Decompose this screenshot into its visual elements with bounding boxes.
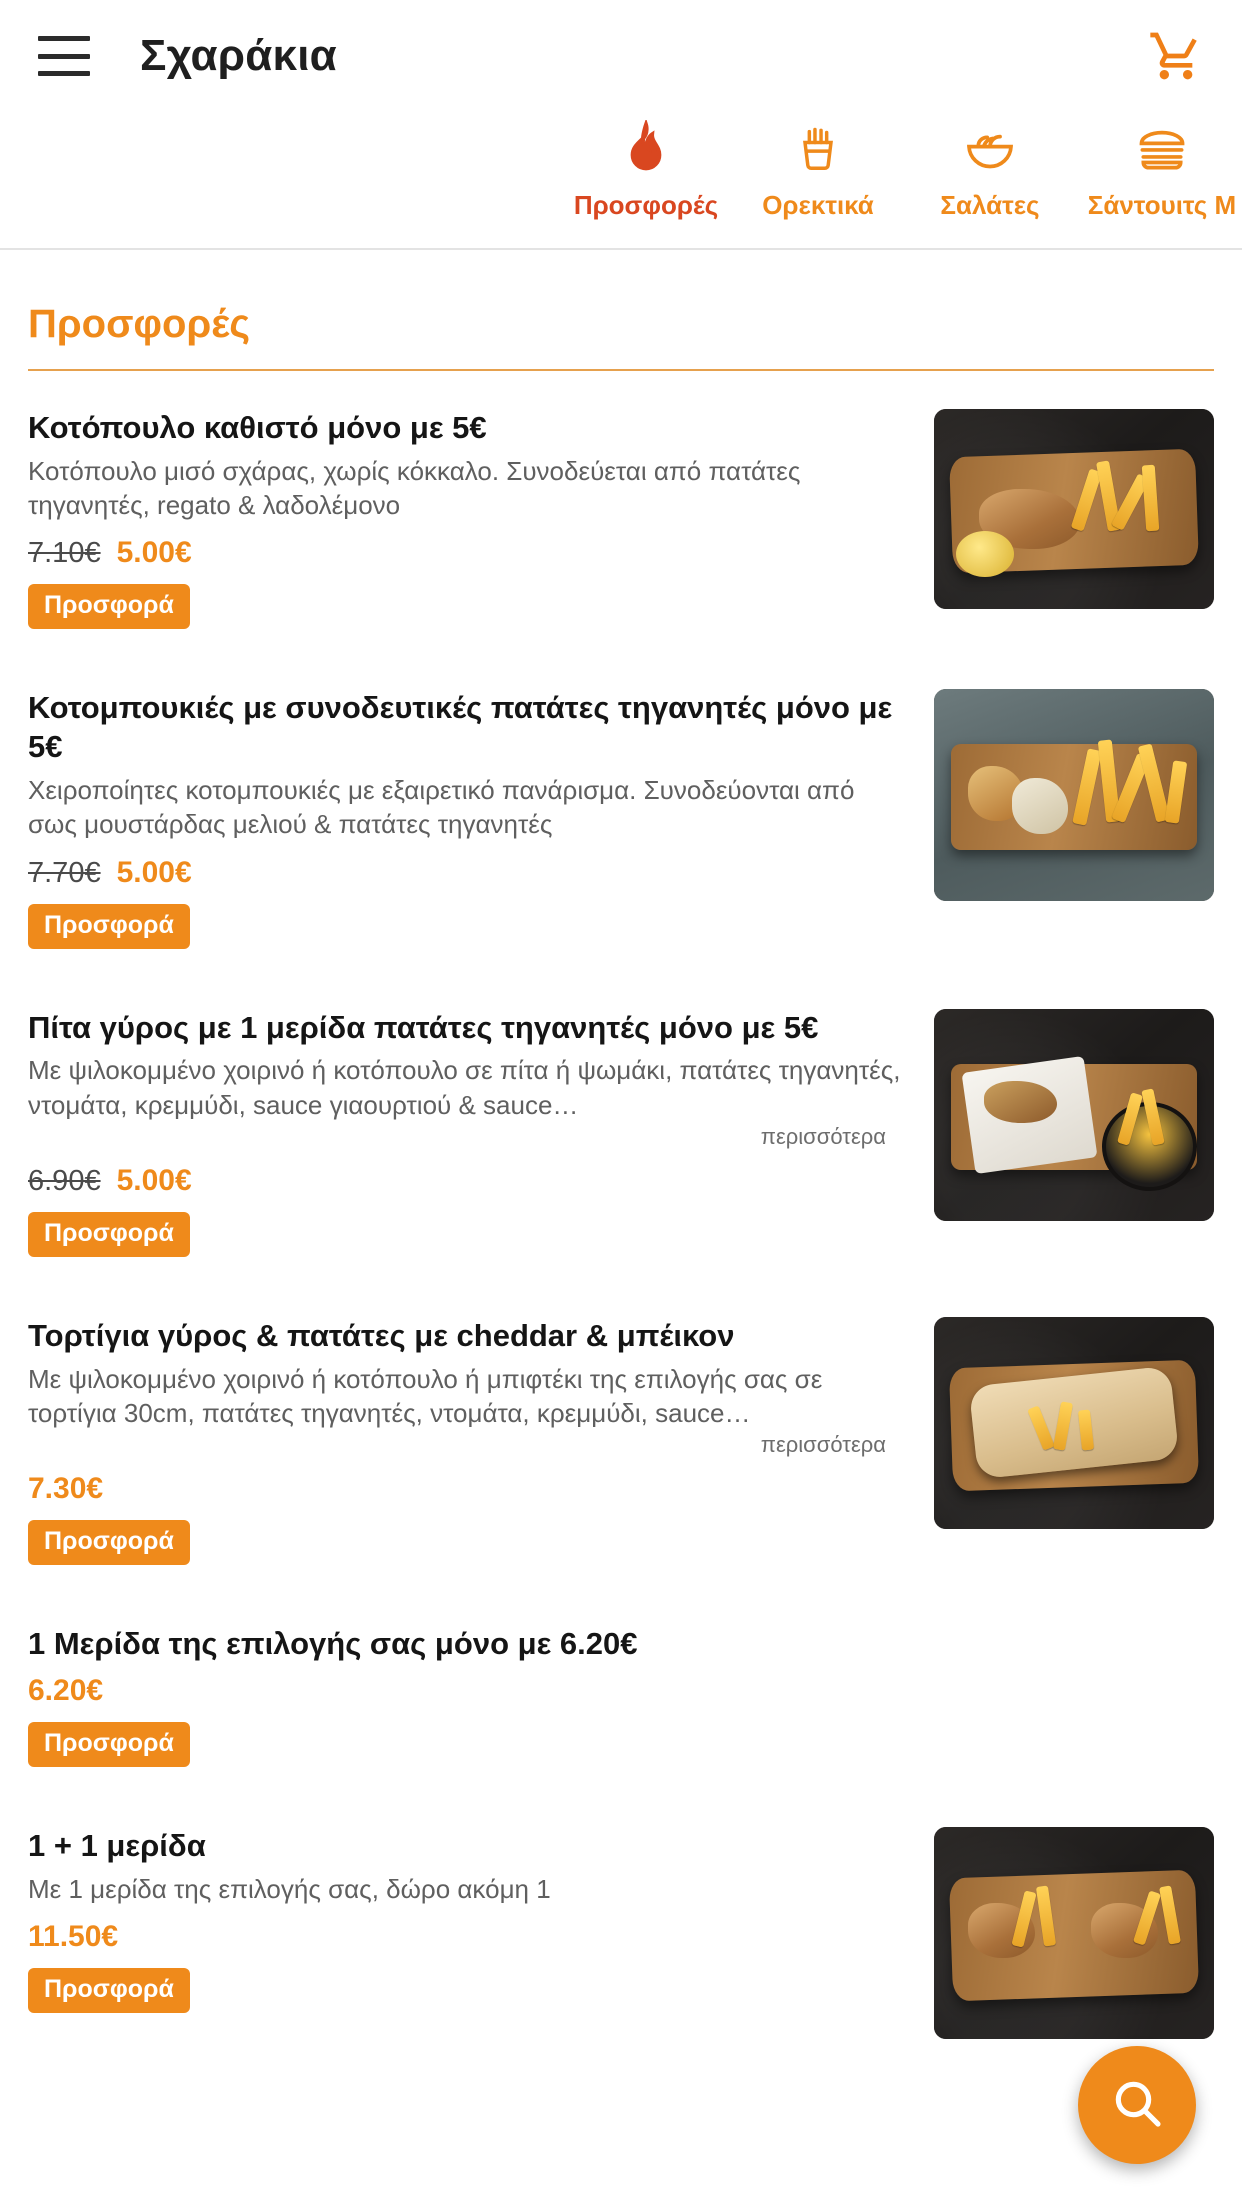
category-label: Προσφορές (573, 190, 719, 220)
list-item[interactable] (28, 657, 1214, 976)
product-info (28, 1317, 904, 1565)
price-row (28, 856, 904, 890)
price-row (28, 1674, 1214, 1708)
status-badge: Προσφορά (28, 1212, 190, 1257)
section-divider (28, 369, 1214, 371)
category-label: Σαλάτες (940, 190, 1040, 220)
category-tab-orektika[interactable] (732, 112, 904, 221)
status-badge: Προσφορά (28, 1520, 190, 1565)
product-description: Με ψιλοκομμένο χοιρινό ή κοτόπουλο σε πίτα ή ψωμάκι, πατάτες τηγανητές, ντομάτα, κρεμμύδι, sauce γιαουρτιού & sauce… (28, 1055, 901, 1120)
category-tabs[interactable] (0, 112, 1242, 250)
status-badge: Προσφορά (28, 904, 190, 949)
status-badge: Προσφορά (28, 584, 190, 629)
category-tab-salates[interactable] (904, 112, 1076, 221)
shopping-cart-icon[interactable] (1148, 28, 1204, 84)
category-tab-prosfores[interactable] (560, 112, 732, 221)
page-title: Σχαράκια (140, 31, 337, 80)
read-more-link[interactable]: περισσότερα (760, 1123, 886, 1149)
product-description: Με ψιλοκομμένο χοιρινό ή κοτόπουλο ή μπιφτέκι της επιλογής σας σε τορτίγια 30cm, πατάτες τηγανητές, ντομάτα, κρεμμύδι, sauce… (28, 1363, 823, 1428)
product-info (28, 409, 904, 629)
fries-icon (792, 118, 844, 180)
sandwich-icon (1132, 118, 1192, 180)
product-info (28, 1625, 1214, 1767)
old-price: 7.70€ (28, 856, 101, 889)
price: 6.20€ (28, 1674, 104, 1707)
product-info (28, 1827, 904, 2013)
price-row (28, 1164, 904, 1198)
list-item[interactable] (28, 977, 1214, 1285)
product-name: Τορτίγια γύρος & πατάτες με cheddar & μπέικον (28, 1317, 735, 1353)
salad-bowl-icon (961, 118, 1019, 180)
price-row (28, 536, 904, 570)
flame-icon (617, 118, 675, 180)
read-more-link[interactable]: περισσότερα (760, 1432, 886, 1458)
category-label: Σάντουιτς Μ (1087, 190, 1237, 220)
product-name: Κοτόπουλο καθιστό μόνο με 5€ (28, 410, 487, 445)
product-name: 1 + 1 μερίδα (28, 1828, 206, 1863)
category-label: Ορεκτικά (762, 190, 874, 220)
product-image[interactable] (934, 409, 1214, 609)
list-item[interactable] (28, 1285, 1214, 1593)
list-item[interactable] (28, 377, 1214, 657)
category-tab-santouits[interactable] (1076, 112, 1242, 221)
product-image[interactable] (934, 1317, 1214, 1529)
hamburger-menu-icon[interactable] (38, 36, 90, 76)
product-name: 1 Μερίδα της επιλογής σας μόνο με 6.20€ (28, 1626, 638, 1662)
list-item[interactable] (28, 1593, 1214, 1795)
status-badge: Προσφορά (28, 1722, 190, 1767)
search-fab-button[interactable] (1078, 2046, 1196, 2164)
product-description: Με 1 μερίδα της επιλογής σας, δώρο ακόμη 1 (28, 1873, 551, 1904)
product-name: Κοτομπουκιές με συνοδευτικές πατάτες τηγανητές μόνο με 5€ (28, 690, 893, 765)
section-header (0, 250, 1242, 371)
product-name: Πίτα γύρος με 1 μερίδα πατάτες τηγανητές μόνο με 5€ (28, 1009, 819, 1045)
product-description: Χειροποίητες κοτομπουκιές με εξαιρετικό πανάρισμα. Συνοδεύονται από σως μουστάρδας μελιού & πατάτες τηγανητές (28, 774, 855, 840)
section-title: Προσφορές (28, 302, 251, 346)
price: 5.00€ (116, 1163, 192, 1197)
app-bar (0, 0, 1242, 112)
product-description: Κοτόπουλο μισό σχάρας, χωρίς κόκκαλο. Συνοδεύεται από πατάτες τηγανητές, regato & λαδολέμονο (28, 455, 801, 521)
old-price: 6.90€ (28, 1164, 101, 1197)
status-badge: Προσφορά (28, 1968, 190, 2013)
price-row (28, 1472, 904, 1506)
old-price: 7.10€ (28, 537, 101, 570)
list-item[interactable] (28, 1795, 1214, 2067)
price: 11.50€ (28, 1920, 119, 1954)
product-info (28, 689, 904, 948)
price: 5.00€ (116, 536, 192, 570)
product-image[interactable] (934, 1827, 1214, 2039)
search-icon (1109, 2075, 1165, 2136)
product-image[interactable] (934, 689, 1214, 901)
price-row (28, 1920, 904, 1954)
product-info (28, 1009, 904, 1257)
product-image[interactable] (934, 1009, 1214, 1221)
price: 7.30€ (28, 1472, 104, 1506)
price: 5.00€ (116, 855, 192, 889)
product-list (0, 377, 1242, 2067)
